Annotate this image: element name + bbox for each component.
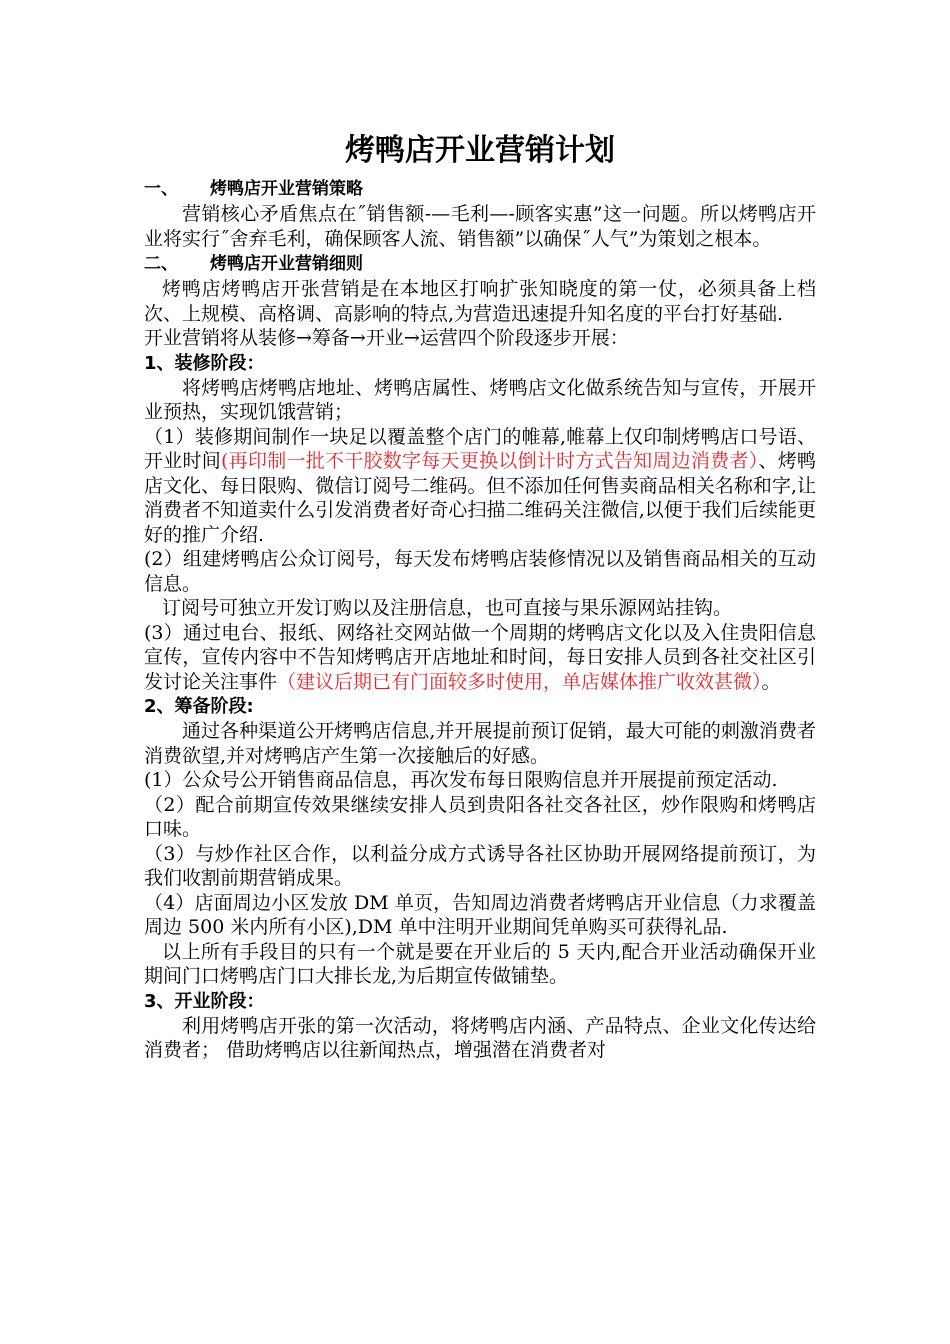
section-2-paragraph-2: 开业营销将从装修→筹备→开业→运营四个阶段逐步开展：	[144, 327, 629, 349]
section-2-number: 二、	[144, 254, 178, 274]
section-1-title: 烤鸭店开业营销策略	[210, 179, 363, 199]
stage-1-item-3-text-b: 。	[761, 670, 781, 693]
stage-1-item-3-highlight: （建议后期已有门面较多时使用，单店媒体推广收效甚微）	[277, 670, 762, 693]
section-2-heading	[144, 251, 816, 277]
stage-2-item-4: （4）店面周边小区发放 DM 单页，告知周边消费者烤鸭店开业信息（力求覆盖周边 500 米内所有小区),DM 单中注明开业期间凭单购买可获得礼品.	[144, 891, 816, 938]
stage-1-item-1-text-a: （1）装修期间制作一块足以覆盖整个店门的帷幕,帷幕上仅印制烤鸭店口号语、开业时间	[144, 425, 816, 472]
stage-1-item-1-highlight: (再印制一批不干胶数字每天更换以倒计时方式告知周边消费者）	[221, 450, 759, 472]
stage-1-item-3-text-a: (3）通过电台、报纸、网络社交网站做一个周期的烤鸭店文化以及入住贵阳信息宣传，宣传内容中不告知烤鸭店开店地址和时间，每日安排人员到各社交社区引发讨论关注事件	[144, 621, 816, 693]
stage-2-item-1: (1）公众号公开销售商品信息，再次发布每日限购信息并开展提前预定活动.	[144, 769, 778, 791]
stage-1-heading: 1、装修阶段：	[144, 352, 265, 374]
section-1-heading	[144, 176, 816, 202]
stage-2-intro: 通过各种渠道公开烤鸭店信息,并开展提前预订促销，最大可能的刺激消费者消费欲望,并对烤鸭店产生第一次接触后的好感。	[144, 720, 816, 767]
section-1-number: 一、	[144, 179, 178, 199]
stage-1-intro: 将烤鸭店烤鸭店地址、烤鸭店属性、烤鸭店文化做系统告知与宣传，开展开业预热，实现饥饿营销；	[144, 376, 816, 423]
stage-2-item-3: （3）与炒作社区合作，以利益分成方式诱导各社区协助开展网络提前预订，为我们收割前期营销成果。	[144, 842, 816, 889]
section-2-title: 烤鸭店开业营销细则	[210, 254, 363, 274]
stage-1-item-1	[144, 425, 816, 548]
section-2-paragraph-1: 烤鸭店烤鸭店开张营销是在本地区打响扩张知晓度的第一仗，必须具备上档次、上规模、高格调、高影响的特点,为营造迅速提升知名度的平台打好基础.	[144, 278, 816, 325]
stage-3-heading: 3、开业阶段：	[144, 990, 265, 1012]
document-title: 烤鸭店开业营销计划	[345, 133, 615, 168]
stage-2-summary: 以上所有手段目的只有一个就是要在开业后的 5 天内,配合开业活动确保开业期间门口烤鸭店门口大排长龙,为后期宣传做铺垫。	[144, 940, 816, 987]
stage-3-intro: 利用烤鸭店开张的第一次活动，将烤鸭店内涵、产品特点、企业文化传达给消费者； 借助烤鸭店以往新闻热点，增强潜在消费者对	[144, 1014, 816, 1061]
section-1-paragraph: 营销核心矛盾焦点在˝销售额-—毛利—-顾客实惠”这一问题。所以烤鸭店开业将实行˝舍弃毛利，确保顾客人流、销售额”以确保˝人气”为策划之根本。	[144, 203, 816, 250]
stage-2-item-2: （2）配合前期宣传效果继续安排人员到贵阳各社交各社区，炒作限购和烤鸭店口味。	[144, 793, 816, 840]
stage-1-item-3	[144, 621, 816, 695]
stage-2-heading: 2、筹备阶段:	[144, 696, 254, 717]
stage-1-item-2: (2）组建烤鸭店公众订阅号，每天发布烤鸭店装修情况以及销售商品相关的互动信息。	[144, 548, 816, 595]
stage-1-item-1-text-b: 、烤鸭店文化、每日限购、微信订阅号二维码。但不添加任何售卖商品相关名称和字,让消费者不知道卖什么引发消费者好奇心扫描二维码关注微信,以便于我们后续能更好的推广介绍.	[144, 450, 816, 546]
document-page	[144, 128, 816, 1063]
stage-1-item-2-note: 订阅号可独立开发订购以及注册信息，也可直接与果乐源网站挂钩。	[162, 597, 733, 619]
